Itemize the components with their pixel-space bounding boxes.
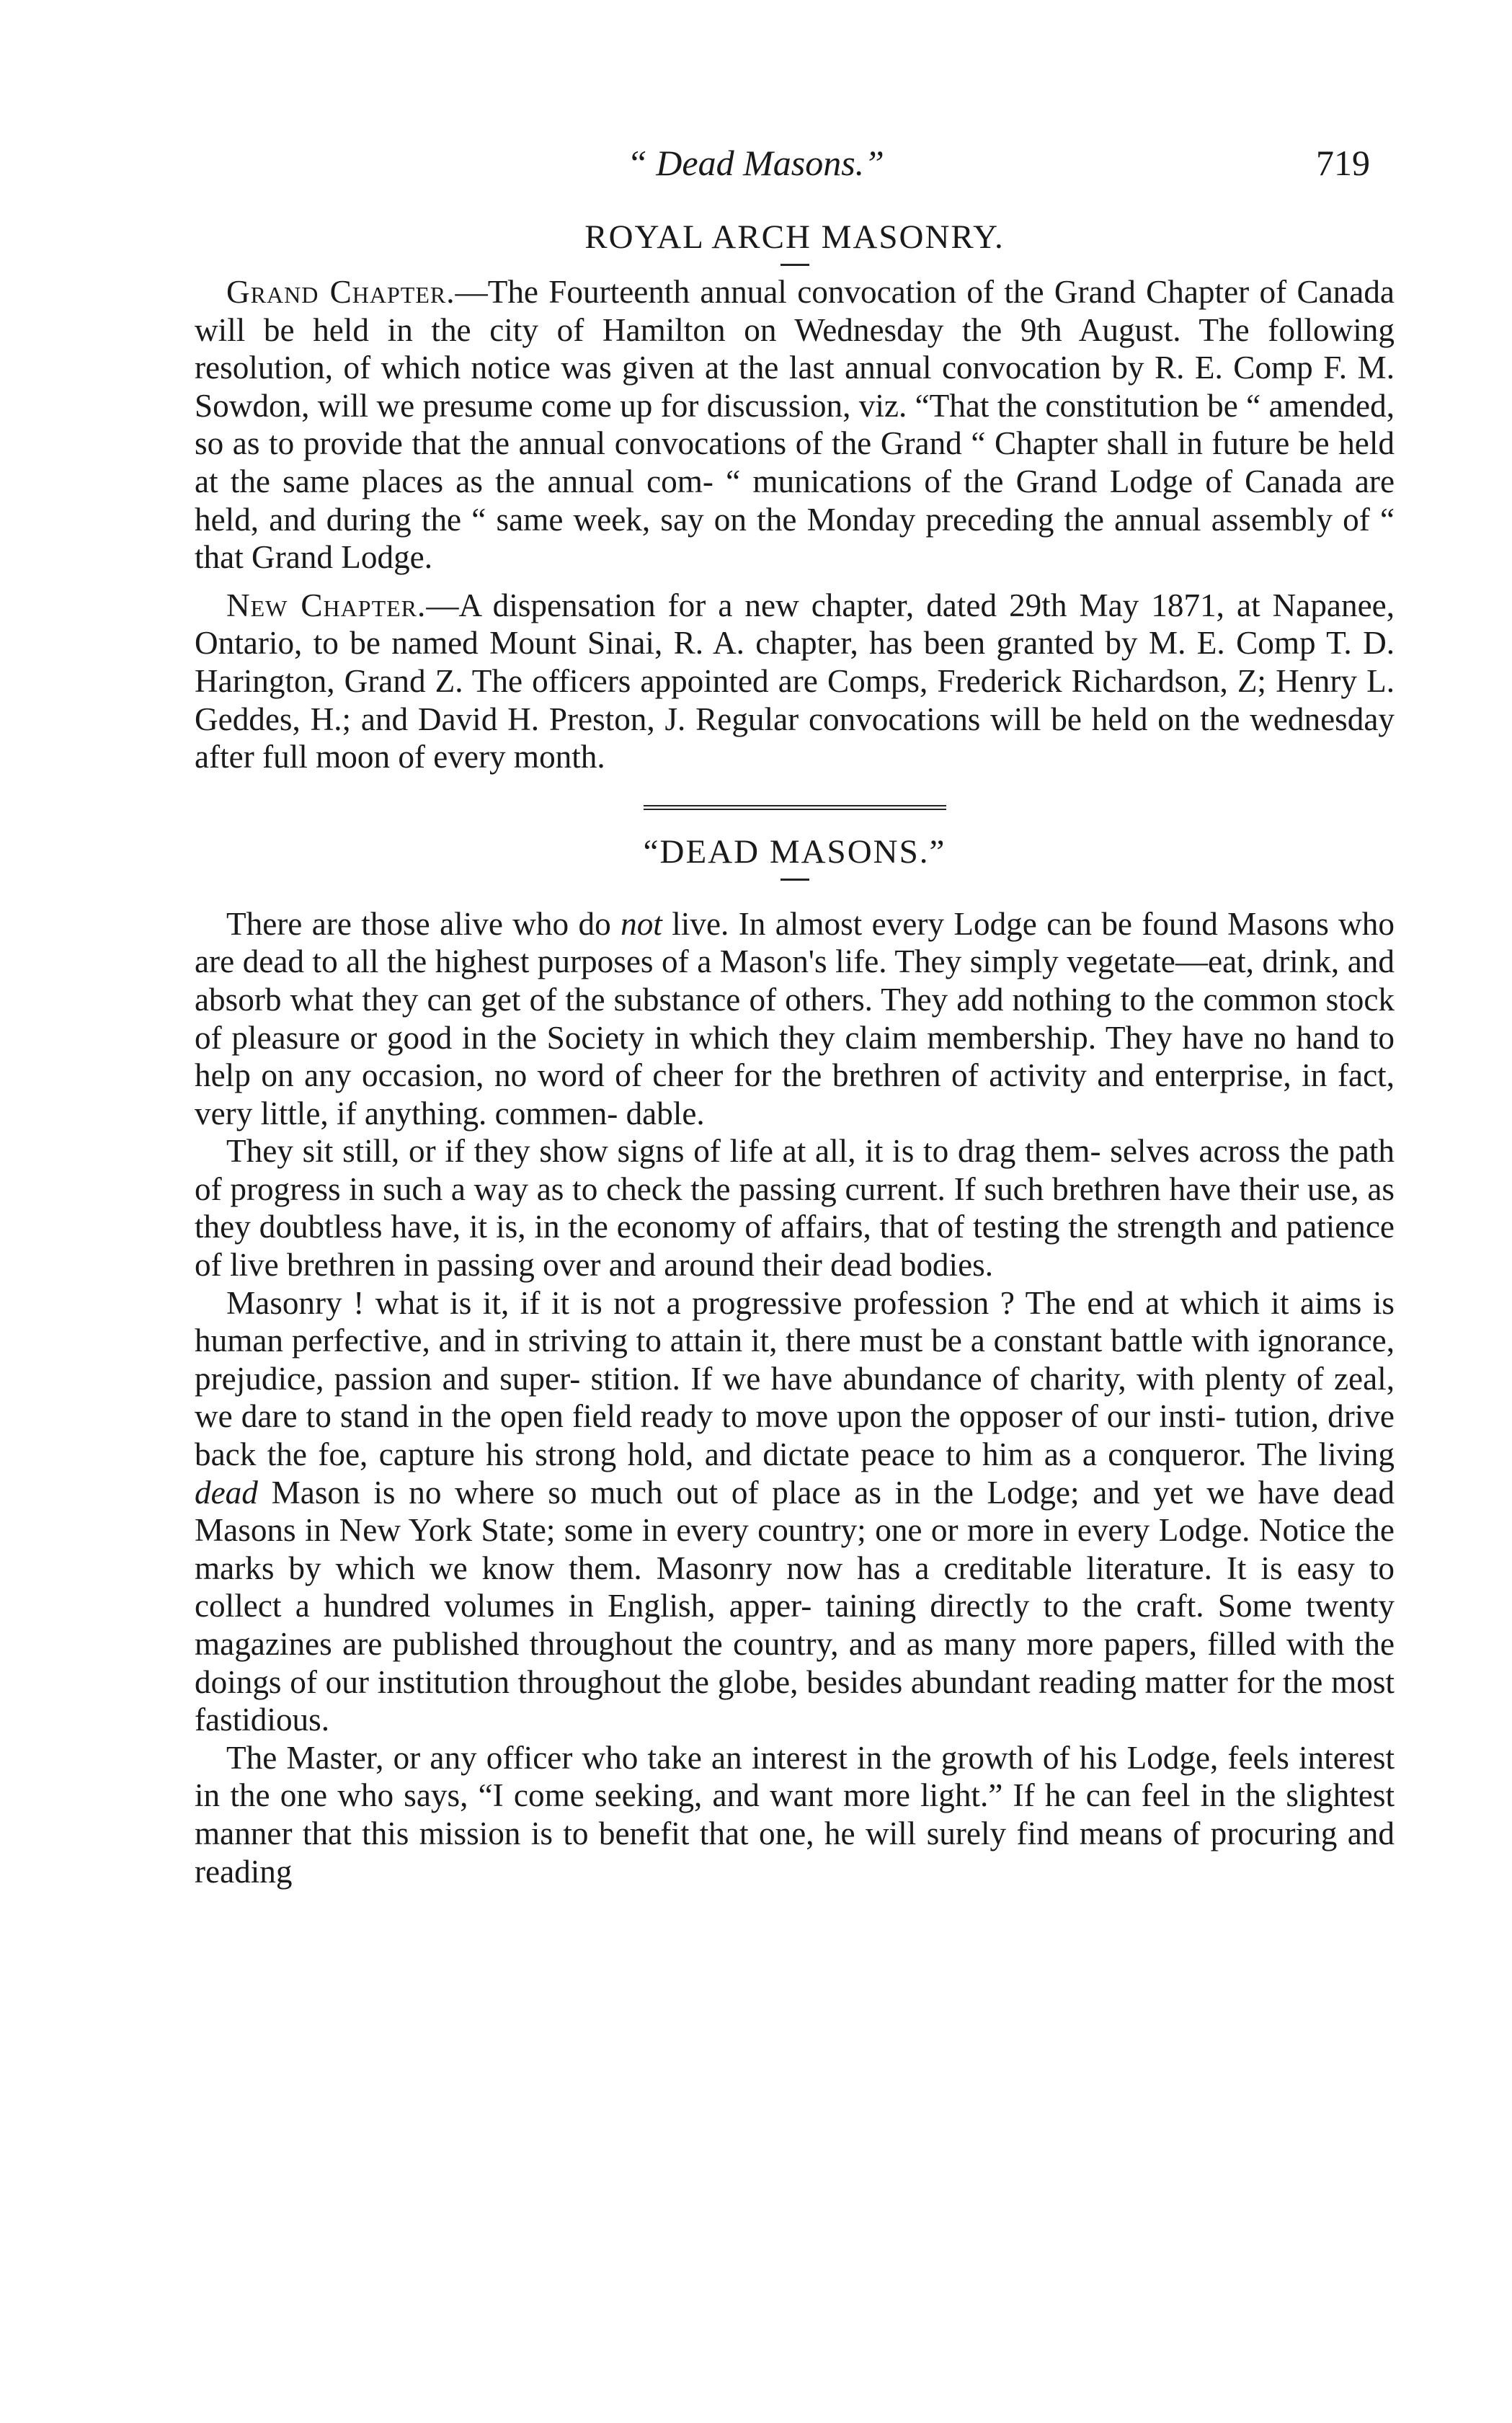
main-column <box>195 216 1395 1890</box>
p3-before: Masonry ! what is it, if it is not a progressive profession ? The end at which it aims is human perfective, and in striving to attain it, there must be a constant battle with ignorance, prejudice, passion and super- stition. If we have abundance of charity, with plenty of zeal, we dare to stand in the open field ready to move upon the opposer of our insti- tution, drive back the foe, capture his strong hold, and dictate peace to him as a conqueror. The living <box>195 1284 1395 1473</box>
text-grand-chapter: —The Fourteenth annual convocation of the Grand Chapter of Canada will be held in the city of Hamilton on Wednesday the 9th August. The following resolution, of which notice was given at the last annual convocation by R. E. Comp F. M. Sowdon, will we presume come up for discussion, viz. “That the constitution be “ amended, so as to provide that the annual convocations of the Grand “ Chapter shall in future be held at the same places as the annual com- “ munications of the Grand Lodge of Canada are held, and during the “ same week, say on the Monday preceding the annual assembly of “ that Grand Lodge. <box>195 274 1395 576</box>
p1-after: live. In almost every Lodge can be found Masons who are dead to all the highest purposes of a Mason's life. They simply vegetate—eat, drink, and absorb what they can get of the substance of others. They add nothing to the common stock of pleasure or good in the Society in which they claim membership. They have no hand to help on any occasion, no word of cheer for the brethren of activity and enterprise, in fact, very little, if anything. commen- dable. <box>195 905 1395 1132</box>
heading-dash <box>781 264 809 266</box>
heading-dash <box>781 879 809 881</box>
paragraph-grand-chapter <box>195 273 1395 577</box>
lead-new-chapter: New Chapter. <box>226 587 427 623</box>
section-heading-royal-arch: ROYAL ARCH MASONRY. <box>584 218 1005 256</box>
p1-italic: not <box>621 905 662 942</box>
section-divider <box>644 805 946 811</box>
paragraph-2: They sit still, or if they show signs of life at all, it is to drag them- selves across the path of progress in such a way as to check the passing current. If such brethren have their use, as they doubtless have, it is, in the economy of affairs, that of testing the strength and patience of live brethren in passing over and around their dead bodies. <box>195 1133 1395 1284</box>
paragraph-1 <box>195 905 1395 1133</box>
p3-italic: dead <box>195 1474 258 1511</box>
paragraph-4: The Master, or any officer who take an interest in the growth of his Lodge, feels interest in the one who says, “I come seeking, and want more light.” If he can feel in the slightest manner that this mission is to benefit that one, he will surely find means of procuring and reading <box>195 1739 1395 1890</box>
p3-after: Mason is no where so much out of place as in the Lodge; and yet we have dead Masons in New York State; some in every country; one or more in every Lodge. Notice the marks by which we know them. Masonry now has a creditable literature. It is easy to collect a hundred volumes in English, apper- taining directly to the craft. Some twenty magazines are published throughout the country, and as many more papers, filled with the doings of our institution throughout the globe, besides abundant reading matter for the most fastidious. <box>195 1474 1395 1738</box>
running-title: “ Dead Masons.” <box>627 143 884 183</box>
section-heading-dead-masons: “DEAD MASONS.” <box>643 832 946 871</box>
running-head <box>0 141 1512 192</box>
text-new-chapter: —A dispensation for a new chapter, dated 29th May 1871, at Napanee, Ontario, to be named Mount Sinai, R. A. chapter, has been granted by M. E. Comp T. D. Harington, Grand Z. The officers appointed are Comps, Frederick Richardson, Z; Henry L. Geddes, H.; and David H. Preston, J. Regular convocations will be held on the wednesday after full moon of every month. <box>195 587 1395 775</box>
page-number: 719 <box>1316 143 1370 183</box>
paragraph-3 <box>195 1284 1395 1739</box>
lead-grand-chapter: Grand Chapter. <box>226 274 455 310</box>
paragraph-new-chapter <box>195 587 1395 776</box>
p1-before: There are those alive who do <box>226 905 621 942</box>
